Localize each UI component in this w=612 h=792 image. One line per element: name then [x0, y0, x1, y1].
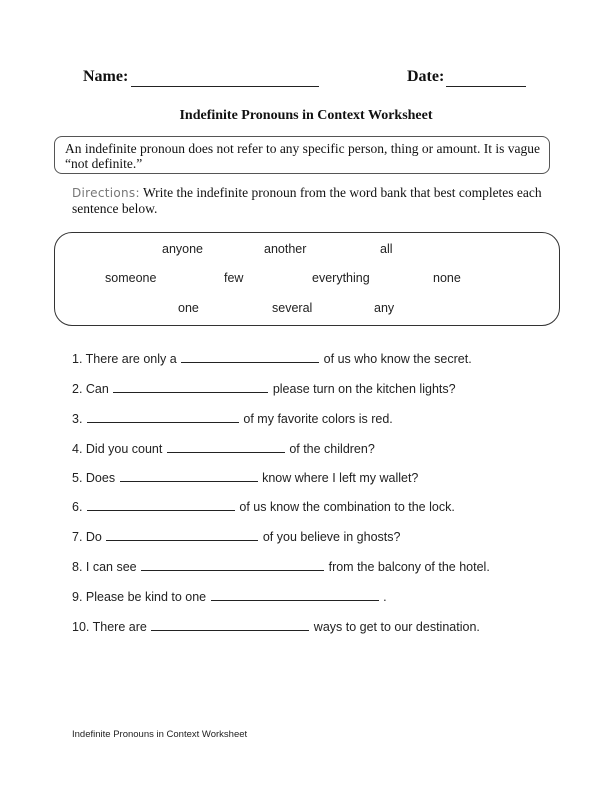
name-label: Name: — [83, 68, 129, 85]
worksheet-title: Indefinite Pronouns in Context Worksheet — [179, 108, 433, 123]
question-text: of us who know the secret. — [323, 352, 472, 366]
question-text: 9. Please be kind to one — [72, 590, 207, 604]
question-2 — [72, 381, 456, 396]
question-text: ways to get to our destination. — [313, 620, 480, 634]
question-text: 7. Do — [72, 530, 102, 544]
question-10 — [72, 619, 480, 634]
question-text: know where I left my wallet? — [262, 471, 419, 485]
directions — [72, 185, 552, 217]
word-bank-item: someone — [105, 271, 157, 285]
word-bank-item: none — [433, 271, 461, 285]
date-field[interactable] — [446, 86, 526, 87]
answer-blank[interactable] — [113, 381, 268, 393]
question-3 — [72, 411, 393, 426]
question-text: . — [383, 590, 387, 604]
footer-text: Indefinite Pronouns in Context Worksheet — [72, 729, 248, 740]
word-bank-item: one — [178, 301, 199, 315]
question-text: 5. Does — [72, 471, 116, 485]
question-4 — [72, 441, 375, 456]
question-text: 6. — [72, 500, 83, 514]
question-text: 1. There are only a — [72, 352, 177, 366]
answer-blank[interactable] — [87, 411, 239, 423]
word-bank-item: few — [224, 271, 244, 285]
name-field[interactable] — [131, 86, 319, 87]
answer-blank[interactable] — [181, 351, 319, 363]
word-bank-item: anyone — [162, 242, 204, 256]
question-5 — [72, 470, 418, 485]
word-bank-item: several — [272, 301, 313, 315]
word-bank-item: all — [380, 242, 393, 256]
question-text: 10. There are — [72, 620, 147, 634]
question-text: 4. Did you count — [72, 442, 163, 456]
word-bank-item: everything — [312, 271, 370, 285]
word-bank-item: another — [264, 242, 307, 256]
question-1 — [72, 351, 472, 366]
directions-text: Write the indefinite pronoun from the word bank that best completes each sentence below. — [72, 185, 542, 216]
directions-label: Directions: — [72, 186, 140, 200]
question-text: of the children? — [289, 442, 375, 456]
answer-blank[interactable] — [167, 441, 285, 453]
question-6 — [72, 499, 455, 514]
question-text: of you believe in ghosts? — [262, 530, 401, 544]
answer-blank[interactable] — [87, 499, 235, 511]
question-text: 3. — [72, 412, 83, 426]
answer-blank[interactable] — [141, 559, 324, 571]
question-text: please turn on the kitchen lights? — [272, 382, 456, 396]
definition-box — [54, 136, 550, 174]
word-bank — [54, 232, 560, 326]
answer-blank[interactable] — [106, 529, 258, 541]
question-text: of us know the combination to the lock. — [239, 500, 455, 514]
word-bank-item: any — [374, 301, 395, 315]
question-text: 2. Can — [72, 382, 109, 396]
answer-blank[interactable] — [151, 619, 309, 631]
question-text: from the balcony of the hotel. — [328, 560, 490, 574]
date-label: Date: — [407, 68, 445, 85]
question-9 — [72, 589, 387, 604]
question-7 — [72, 529, 400, 544]
question-text: 8. I can see — [72, 560, 137, 574]
question-8 — [72, 559, 490, 574]
answer-blank[interactable] — [211, 589, 379, 601]
definition-text: An indefinite pronoun does not refer to any specific person, thing or amount. It is vague “not definite.” — [65, 141, 541, 171]
answer-blank[interactable] — [120, 470, 258, 482]
question-text: of my favorite colors is red. — [243, 412, 393, 426]
